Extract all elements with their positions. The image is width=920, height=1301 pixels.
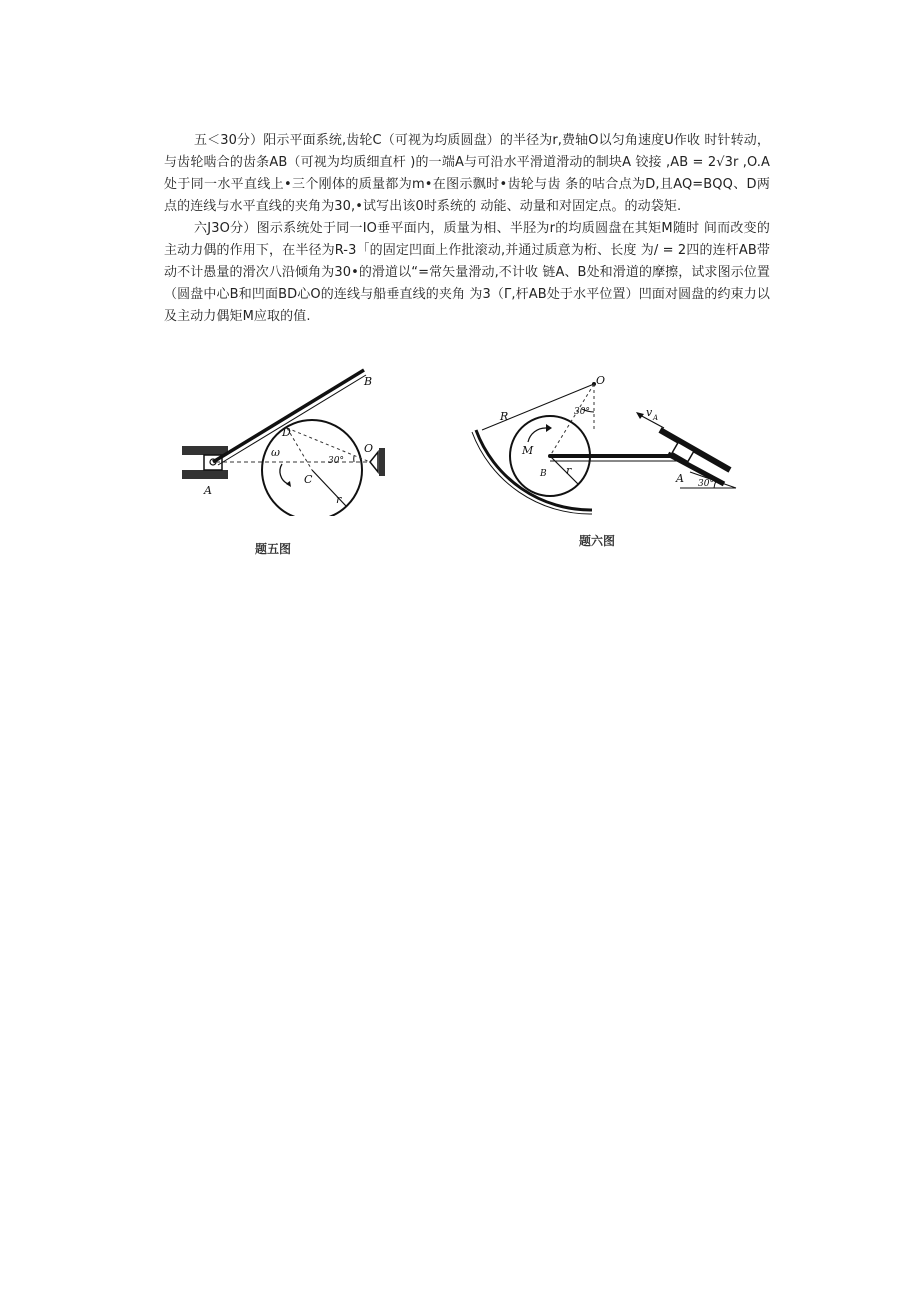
moment-arrow	[528, 428, 546, 442]
label-a: A	[676, 472, 684, 485]
label-omega: ω	[271, 446, 280, 459]
label-angle: 30°	[328, 456, 344, 466]
slide-guide-top	[182, 446, 228, 455]
label-va: v	[646, 406, 653, 419]
label-c: C	[304, 473, 313, 486]
omega-arrowhead	[286, 481, 291, 487]
figure-5-caption: 题五图	[255, 542, 292, 556]
label-m: M	[522, 444, 534, 457]
label-o: O	[596, 374, 606, 387]
label-b: B	[364, 375, 373, 388]
omega-arrow	[280, 464, 288, 484]
concave-surface	[476, 430, 592, 510]
moment-arrowhead	[546, 424, 552, 432]
wall-o	[379, 448, 385, 476]
incline-angle-arc	[714, 481, 716, 488]
label-o: O	[364, 442, 374, 455]
line-o-b	[550, 384, 594, 456]
problem-5-text: 五＜30分）阳示平面系统,齿轮C（可视为均质圆盘）的半径为r,费轴O以匀角速度U作收 时针转动，与齿轮啮合的齿条AB（可视为均质细直杆 )的一端A与可沿水平滑道滑动的制块A 铰接 ,AB = 2√3r ,O.A处于同一水平直线上•三个刚体的质量都为m•在图示飘时•齿轮与齿 条的咕合点为D,且AQ=BQQ、D两点的连线与水平直线的夹角为30,•试写出该0时系统的 动能、动量和对固定点。的动袋矩.	[164, 133, 770, 214]
label-angle-top: 30°	[574, 407, 590, 417]
slide-guide-bottom	[182, 470, 228, 479]
label-va-sub: A	[653, 414, 659, 422]
label-b: B	[540, 469, 547, 479]
rack-ab	[213, 370, 364, 462]
label-r: r	[336, 493, 342, 506]
problem-6-text: 六J3O分）图示系统处于同一IO垂平面内，质量为相、半胫为r的均质圆盘在其矩M随时 间而改变的主动力偶的作用下，在半径为R-3「的固定凹面上作批滚动,并通过质意为桁、长度 为/ = 2四的连杆AB带动不计愚量的滑次八沿倾角为30•的滑道以“=常矢量滑动,不计收 链A、B处和滑道的摩擦，试求图示位置（圆盘中心B和凹面BD心O的连线与船垂直线的夹角 为3（Γ,杆AB处于水平位置）凹面对圆盘的约束力以及主动力偶矩M应取的值.	[164, 221, 770, 324]
label-r-small: r	[566, 464, 572, 477]
disk-radius	[550, 456, 578, 484]
incline-slide-top	[660, 430, 730, 470]
label-r-big: R	[500, 410, 509, 423]
figure-5	[178, 366, 428, 516]
label-angle-bottom: 30°	[698, 479, 714, 489]
label-d: D	[282, 426, 291, 439]
figure-5-diagram	[178, 366, 428, 516]
pivot-o	[370, 452, 378, 472]
gear-c	[262, 420, 362, 516]
problem-text	[164, 130, 770, 328]
figure-6-diagram	[468, 372, 768, 522]
velocity-arrowhead	[636, 412, 644, 419]
figure-6	[468, 372, 768, 522]
figure-6-caption: 题六图	[579, 534, 616, 548]
label-a: A	[204, 484, 212, 497]
